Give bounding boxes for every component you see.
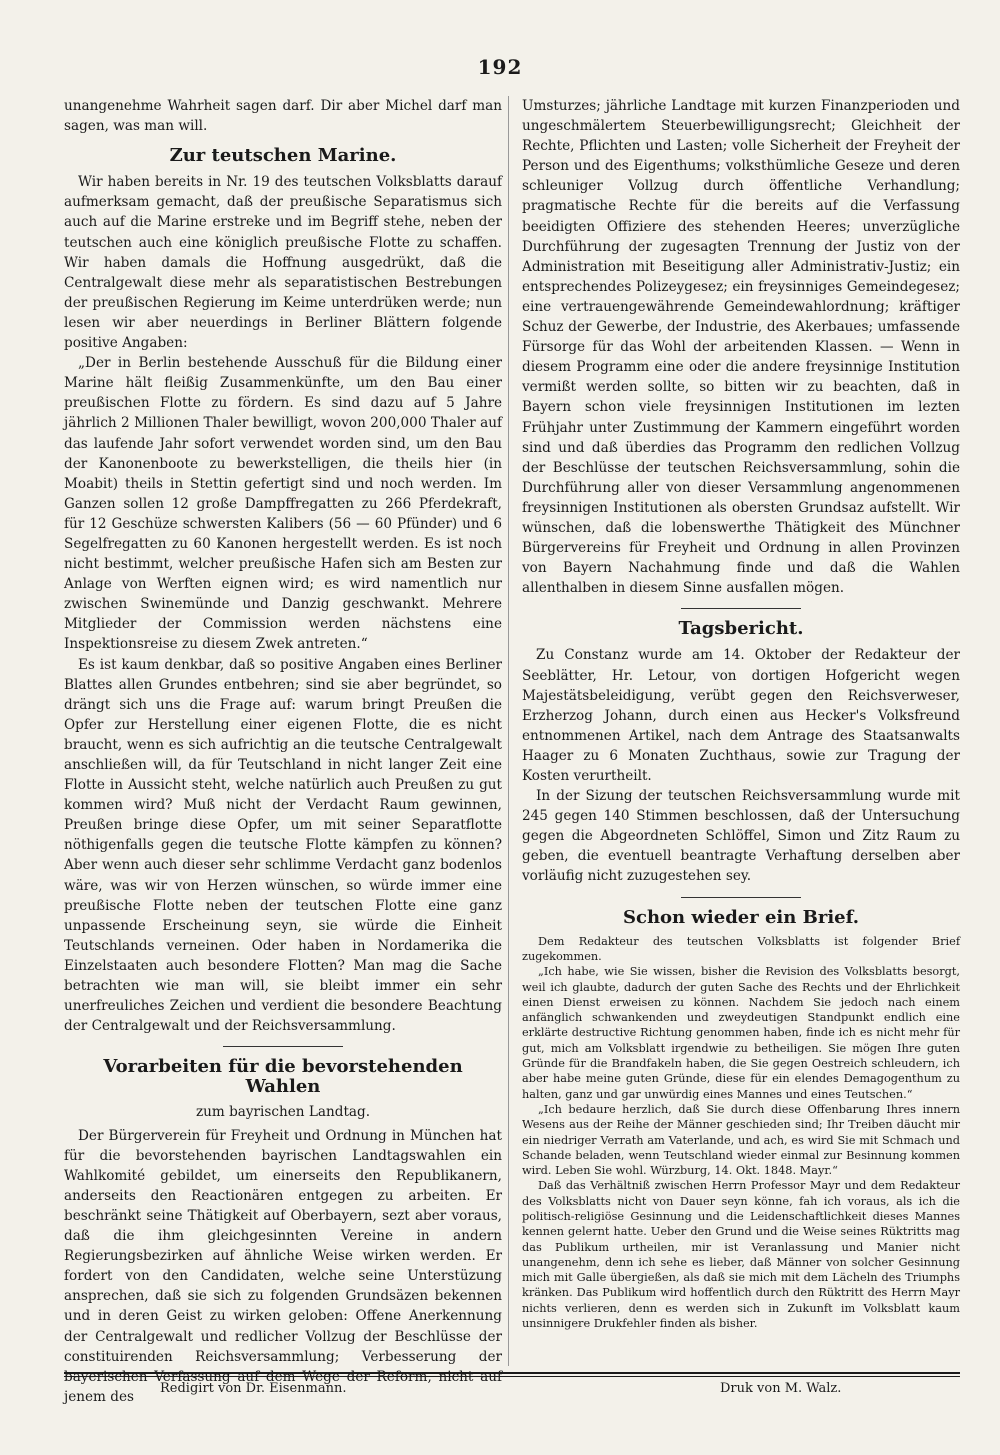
column-divider (508, 96, 509, 1366)
section-title-marine: Zur teutschen Marine. (169, 145, 397, 167)
quote-paragraph: „Der in Berlin bestehende Ausschuß für die Bildung einer Marine hält fleißig Zusammenkünfte, um den Bau einer preußischen Flotte zu fördern. Es sind dazu auf 5 Jahre jährlich 2 Millionen Thaler bewilligt, wovon 200,000 Thaler auf das laufende Jahr sofort verwendet worden sind, um den Bau der Kanonenboote zu bewerkstelligen, die theils hier (in Moabit) theils in Stettin gefertigt sind und noch werden. Im Ganzen sollen 12 große Dampffregatten zu 266 Pferdekraft, für 12 Geschüze schwersten Kalibers (56 — 60 Pfünder) und 6 Segelfregatten zu 60 Kanonen hergestellt werden. Es ist noch nicht bestimmt, welcher preußische Hafen sich am Besten zur Anlage von Werften eignen wird; es wird namentlich nur zwischen Swinemünde und Danzig geschwankt. Mehrere Mitglieder der Commission werden nächstens eine Inspektionsreise zu diesem Zwek antreten.“ (64, 355, 502, 653)
paragraph: Dem Redakteur des teutschen Volksblatts ist folgender Brief zugekommen. (522, 934, 960, 963)
printer-credit: Druk von M. Walz. (720, 1381, 842, 1396)
intro-text: unangenehme Wahrheit sagen darf. Dir aber Michel darf man sagen, was man will. (64, 98, 502, 135)
right-column (522, 96, 960, 1364)
paragraph: Wir haben bereits in Nr. 19 des teutschen Volksblatts darauf aufmerksam gemacht, daß der preußische Separatismus sich auch auf die Marine erstreke und im Begriff stehe, neben der teutschen auch eine königlich preußische Flotte zu schaffen. Wir haben damals die Hoffnung ausgedrükt, daß die Centralgewalt diese mehr als separatistischen Bestrebungen der preußischen Regierung im Keime unterdrüken werde; nun lesen wir aber neuerdings in Berliner Blättern folgende positive Angaben: (64, 174, 502, 352)
paragraph: Daß das Verhältniß zwischen Herrn Professor Mayr und dem Redakteur des Volksblatts nicht von Dauer seyn könne, fah ich voraus, als ich die politisch-religiöse Gesinnung und die Leidenschaftlichkeit dieses Mannes kennen gelernt hatte. Ueber den Grund und die Weise seines Rüktritts mag das Publikum urtheilen, mir ist Veranlassung und Manier nicht unangenehm, denn ich sehe es lieber, daß Männer von solcher Gesinnung mich mit Galle übergießen, als daß sie mich mit dem Lächeln des Triumphs kränken. Das Publikum wird hoffentlich durch den Rüktritt des Herrn Mayr nichts verlieren, denn es werden sich in Zukunft im Volksblatt kaum unsinnigere Drukfehler finden als bisher. (522, 1179, 960, 1331)
section-divider (681, 608, 801, 609)
quote-paragraph: „Ich bedaure herzlich, daß Sie durch diese Offenbarung Ihres innern Wesens aus der Reihe der Männer geschieden sind; Ihr Treiben däucht mir ein niedriger Verrath am Vaterlande, und ach, es wird Sie mit Schmach und Schande beladen, wenn Teutschland wieder einmal zur Besinnung kommen wird. Leben Sie wohl. Würzburg, 14. Okt. 1848. Mayr.“ (522, 1102, 960, 1178)
quote-paragraph: „Ich habe, wie Sie wissen, bisher die Revision des Volksblatts besorgt, weil ich glaubte, dadurch der guten Sache des Rechts und der Ehrlichkeit einen Dienst erweisen zu können. Nachdem Sie jedoch nach einem anfänglich schwankenden und zweydeutigen Standpunkt endlich eine erklärte destructive Richtung genommen haben, finde ich es nicht mehr für gut, mich am Volksblatt irgendwie zu betheiligen. Sie mögen Ihre guten Gründe für die Brandfakeln haben, die Sie gegen Oestreich schleudern, ich aber habe meine guten Gründe, diese für ein elendes Demagogenthum zu halten, ganz und gar unwürdig eines Mannes und eines Teutschen.“ (522, 965, 960, 1101)
section-title-brief: Schon wieder ein Brief. (623, 906, 859, 928)
paragraph: Der Bürgerverein für Freyheit und Ordnung in München hat für die bevorstehenden bayrischen Landtagswahlen ein Wahlkomité gebildet, um einerseits den Republikanern, anderseits den Reactionären entgegen zu arbeiten. Er beschränkt seine Thätigkeit auf Oberbayern, sezt aber voraus, daß die ihm gleichgesinnten Vereine in andern Regierungsbezirken auf ähnliche Weise wirken werden. Er fordert von den Candidaten, welche seine Unterstüzung ansprechen, daß sie sich zu folgenden Grundsäzen bekennen und in deren Geist zu wirken geloben: Offene Anerkennung der Centralgewalt und redlicher Vollzug der Beschlüsse der constituirenden Reichsversammlung; Verbesserung der bayerischen Verfassung auf dem Wege der Reform, nicht auf jenem des (64, 1127, 502, 1405)
section-divider (681, 897, 801, 898)
footer-rule-thin (64, 1376, 960, 1377)
page-number: 192 (477, 55, 523, 79)
section-title-wahlen: Vorarbeiten für die bevorstehenden Wahlen (103, 1056, 463, 1098)
paragraph: In der Sizung der teutschen Reichsversammlung wurde mit 245 gegen 140 Stimmen beschlossen, daß der Untersuchung gegen die Abgeordneten Schlöffel, Simon und Zitz Raum zu geben, die eventuell beantragte Verhaftung derselben aber vorläufig nicht zuzugestehen sey. (522, 788, 960, 885)
section-title-tagsbericht: Tagsbericht. (678, 618, 804, 640)
section-subtitle: zum bayrischen Landtag. (195, 1103, 371, 1120)
paragraph: Es ist kaum denkbar, daß so positive Angaben eines Berliner Blattes allen Grundes entbehren; sind sie aber begründet, so drängt sich uns die Frage auf: warum bringt Preußen die Opfer zur Herstellung einer eigenen Flotte, die es nicht braucht, wenn es sich aufrichtig an die teutsche Centralgewalt anschließen will, da für Teutschland in nicht langer Zeit eine Flotte in Aussicht steht, welche natürlich auch Preußen zu gut kommen wird? Muß nicht der Verdacht Raum gewinnen, Preußen bringe diese Opfer, um mit seiner Separatflotte nöthigenfalls gegen die teutsche Flotte kämpfen zu können? Aber wenn auch dieser sehr schlimme Verdacht ganz bodenlos wäre, was wir von Herzen wünschen, so würde immer eine preußische Flotte neben der teutschen Flotte eine ganz unpassende Erscheinung seyn, sie würde die Einheit Teutschlands verneinen. Oder haben in Nordamerika die Einzelstaaten auch besondere Flotten? Man mag die Sache betrachten wie man will, sie bleibt immer ein sehr unerfreuliches Zeichen und verdient die besondere Beachtung der Centralgewalt und der Reichsversammlung. (64, 656, 502, 1035)
editor-credit: Redigirt von Dr. Eisenmann. (160, 1381, 347, 1396)
section-divider (223, 1046, 343, 1047)
paragraph: Zu Constanz wurde am 14. Oktober der Redakteur der Seeblätter, Hr. Letour, von dortigen Hofgericht wegen Majestätsbeleidigung, verübt gegen den Reichsverweser, Erzherzog Johann, durch einen aus Hecker's Volksfreund entnommenen Artikel, nach dem Antrage des Staatsanwalts Haager zu 6 Monaten Zuchthaus, sowie zur Tragung der Kosten verurtheilt. (522, 647, 960, 784)
footer-rule (64, 1372, 960, 1374)
letter-block (522, 934, 960, 1332)
continuation-paragraph: Umsturzes; jährliche Landtage mit kurzen Finanzperioden und ungeschmälertem Steuerbewilligungsrecht; Gleichheit der Rechte, Pflichten und Lasten; volle Sicherheit der Freyheit der Person und des Eigenthums; volksthümliche Geseze und deren schleuniger Vollzug durch öffentliche Verhandlung; pragmatische Rechte für die bereits auf die Verfassung beeidigten Offiziere des stehenden Heeres; unverzügliche Durchführung der zugesagten Trennung der Justiz von der Administration mit Beseitigung aller Administrativ-Justiz; ein entsprechendes Polizeygesez; ein freysinniges Gemeindegesez; eine vertrauengewährende Gemeindewahlordnung; kräftiger Schuz der Gewerbe, der Industrie, des Akerbaues; umfassende Fürsorge für das Wohl der arbeitenden Klassen. — Wenn in diesem Programm eine oder die andere freysinnige Institution vermißt werden sollte, so bitten wir zu beachten, daß in Bayern schon viele freysinnigen Institutionen im lezten Frühjahr unter Zustimmung der Kammern eingeführt worden sind und daß überdies das Programm den redlichen Vollzug der Beschlüsse der teutschen Reichsversammlung, sohin die Durchführung aller von dieser Versammlung angenommenen freysinnigen Institutionen als obersten Grundsaz aufstellt. Wir wünschen, daß die lobenswerthe Thätigkeit des Münchner Bürgervereins für Freyheit und Ordnung in allen Provinzen von Bayern Nachahmung finde und daß die Wahlen allenthalben in diesem Sinne ausfallen mögen. (522, 98, 960, 597)
